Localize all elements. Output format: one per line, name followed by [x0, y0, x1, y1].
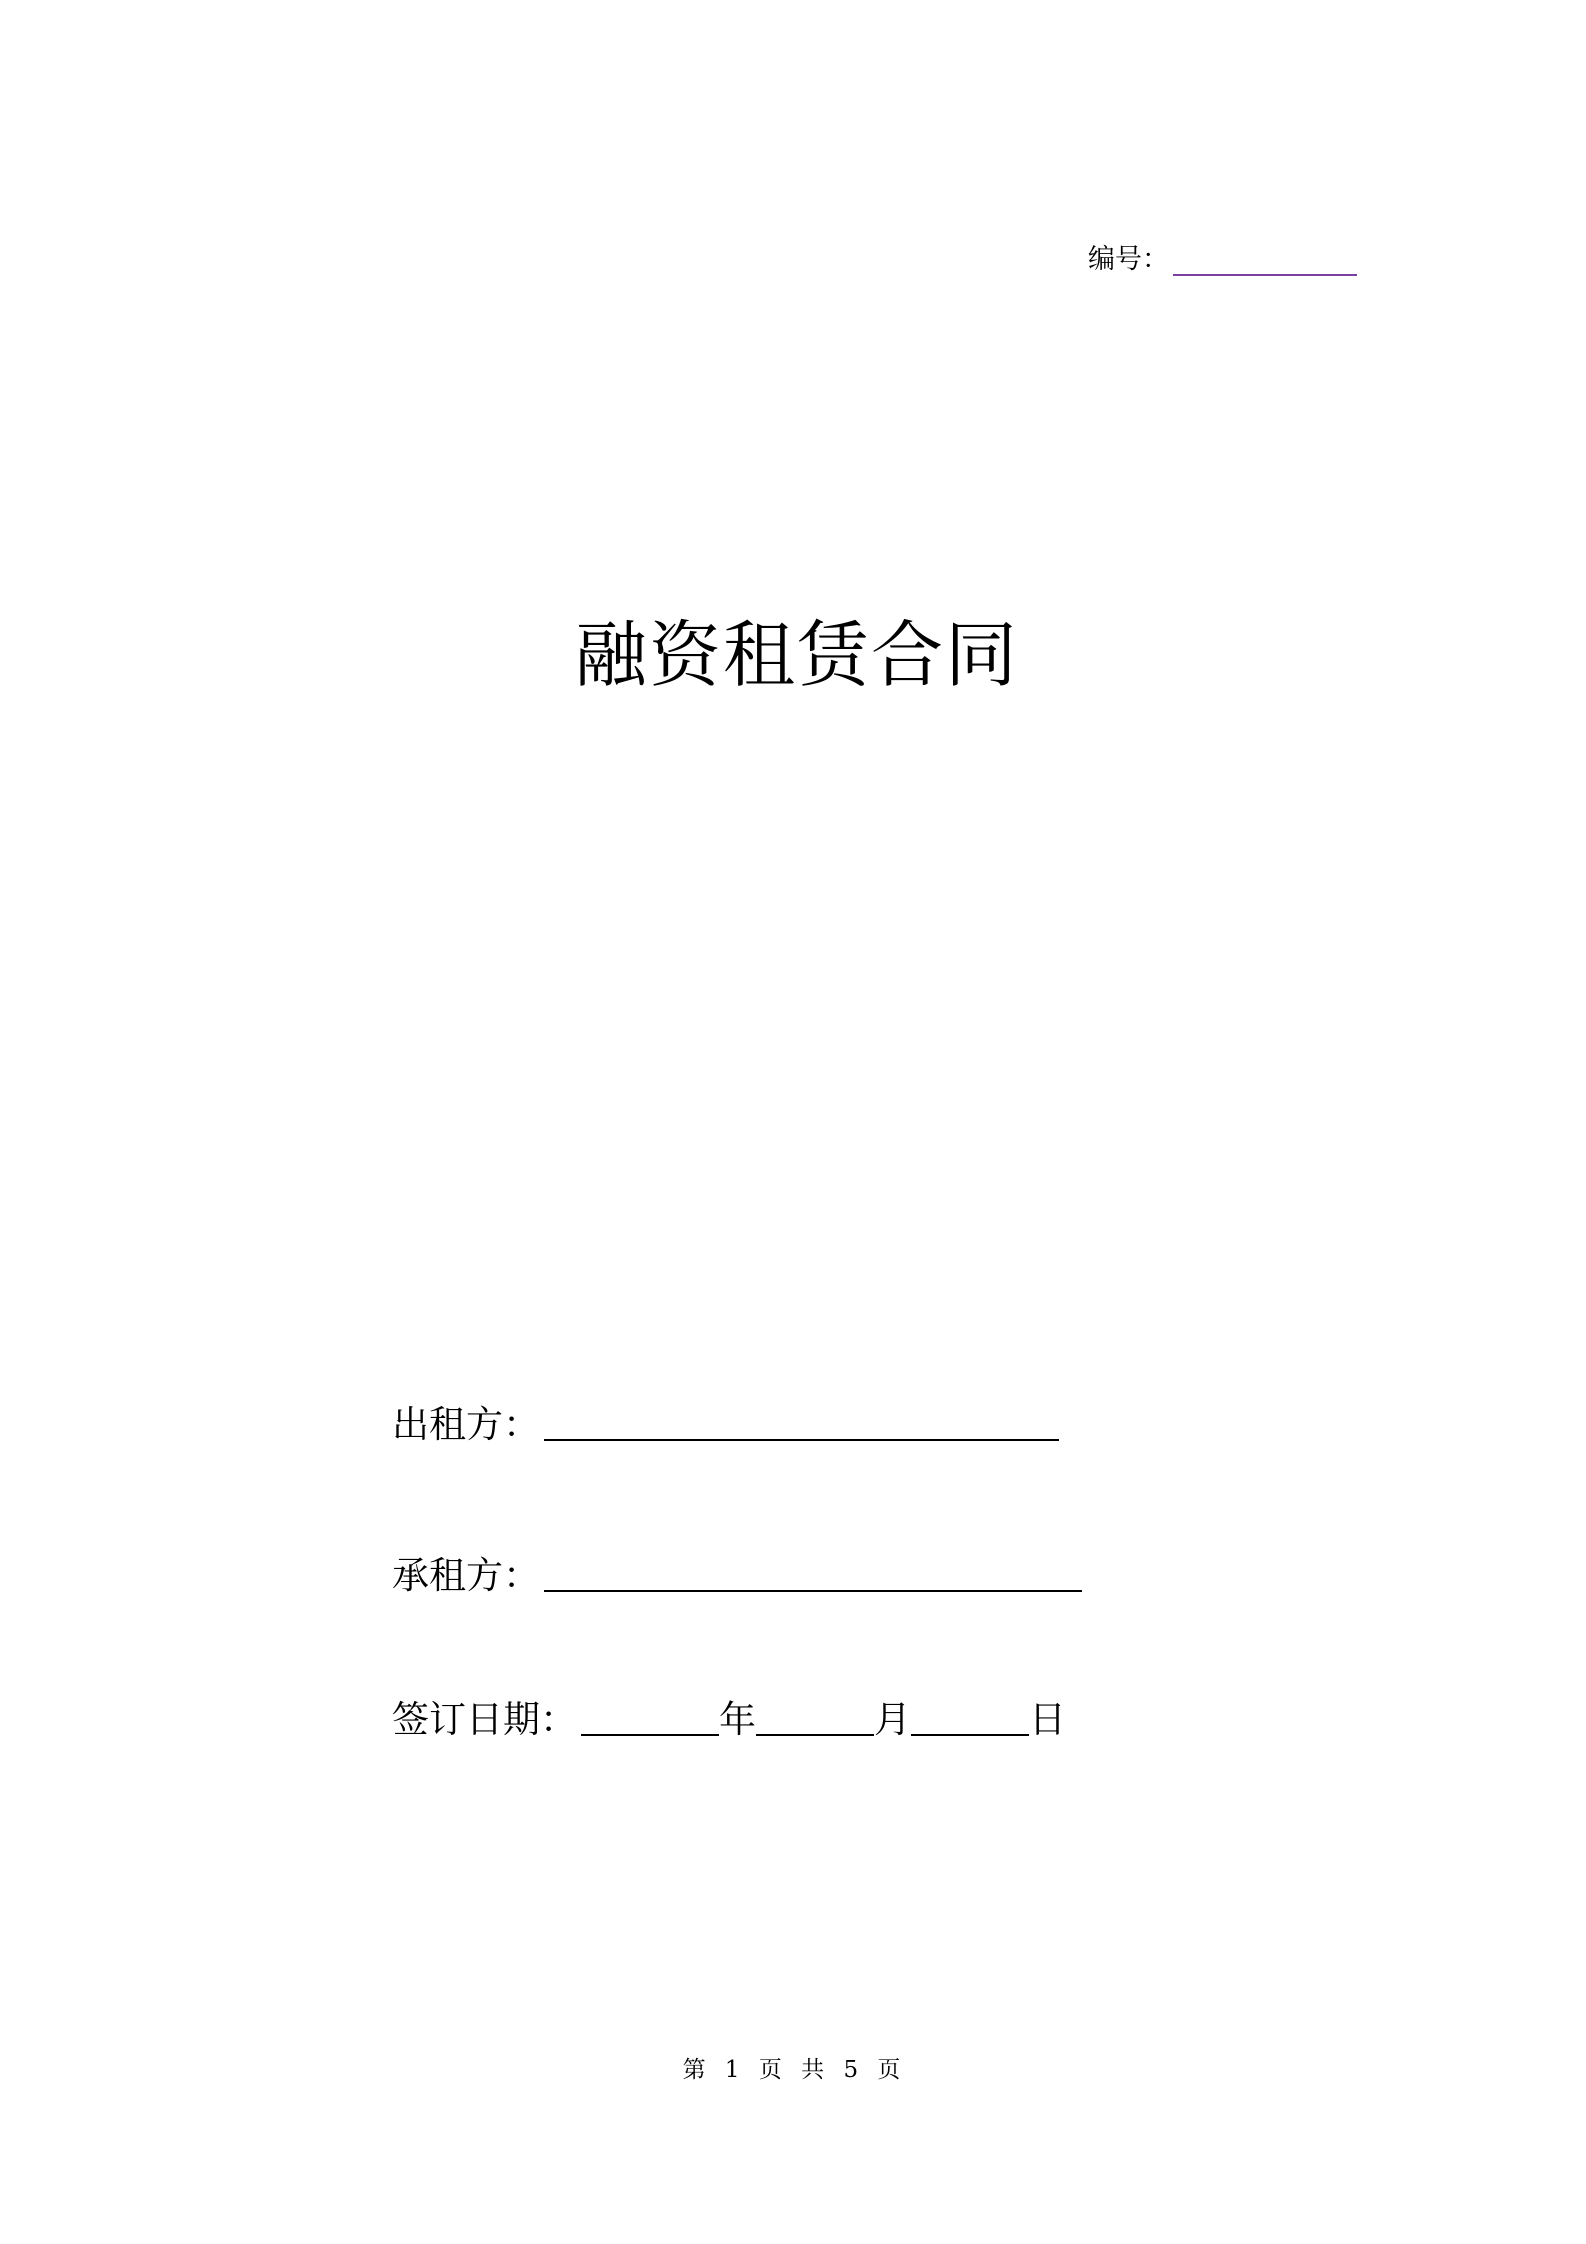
lessor-field: [392, 1400, 1059, 1450]
signing-date-label: 签订日期：: [392, 1698, 577, 1741]
day-label: 日: [1029, 1698, 1066, 1741]
year-blank: [581, 1704, 719, 1736]
lessee-blank: [544, 1560, 1082, 1592]
lessor-blank: [544, 1409, 1059, 1441]
month-blank: [756, 1704, 874, 1736]
document-title: 融资租赁合同: [574, 613, 1019, 697]
year-label: 年: [719, 1698, 756, 1741]
contract-number-label: 编号：: [1088, 244, 1169, 275]
lessor-label: 出租方：: [392, 1403, 540, 1446]
contract-number-blank: [1173, 244, 1357, 276]
signing-date-field: [392, 1695, 1066, 1745]
lessee-field: [392, 1551, 1082, 1601]
month-label: 月: [874, 1698, 911, 1741]
lessee-label: 承租方：: [392, 1554, 540, 1597]
contract-number: [1088, 240, 1357, 280]
day-blank: [911, 1704, 1029, 1736]
page-indicator: 第 1 页 共 5 页: [682, 2057, 904, 2083]
